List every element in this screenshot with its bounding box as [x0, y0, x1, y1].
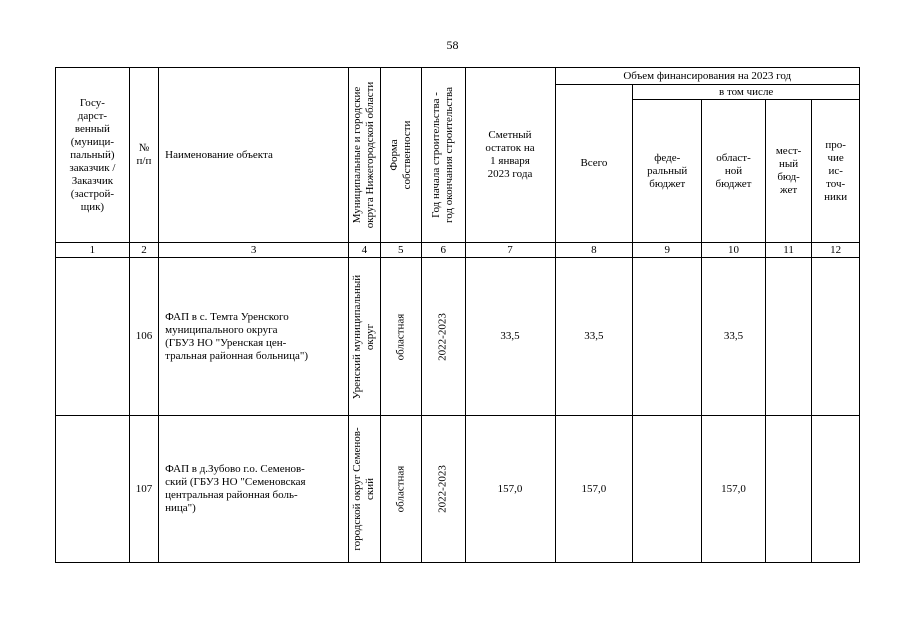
column-number: 2 [129, 243, 158, 258]
column-number: 1 [56, 243, 130, 258]
column-number: 12 [812, 243, 860, 258]
header-estimate: Сметный остаток на 1 января 2023 года [465, 68, 555, 243]
header-local: мест- ный бюд- жет [765, 100, 812, 243]
financing-table [55, 67, 860, 563]
estimate-balance: 33,5 [465, 258, 555, 416]
header-federal: феде- ральный бюджет [633, 100, 702, 243]
column-number: 6 [422, 243, 465, 258]
header-total: Всего [555, 85, 633, 243]
funding-total: 33,5 [555, 258, 633, 416]
header-municipal: Муниципальные и городские округа Нижегородской области [349, 68, 380, 243]
regional-budget: 157,0 [702, 416, 766, 563]
local-budget [765, 416, 812, 563]
table-row [56, 258, 860, 416]
funding-total: 157,0 [555, 416, 633, 563]
estimate-balance: 157,0 [465, 416, 555, 563]
federal-budget [633, 416, 702, 563]
header-years: Год начала строительства - год окончания строительства [422, 68, 465, 243]
customer-cell [56, 416, 130, 563]
ownership-form: областная [380, 258, 421, 416]
header-including: в том числе [633, 85, 860, 100]
page-number: 58 [446, 38, 459, 52]
other-sources [812, 416, 860, 563]
header-number: № п/п [129, 68, 158, 243]
column-number: 10 [702, 243, 766, 258]
object-name: ФАП в д.Зубово г.о. Семенов- ский (ГБУЗ НО "Семеновская центральная районная боль- ница") [159, 416, 349, 563]
customer-cell [56, 258, 130, 416]
table-row [56, 416, 860, 563]
column-numbers-row [56, 243, 860, 258]
header-funding-title: Объем финансирования на 2023 год [555, 68, 860, 85]
object-name: ФАП в с. Темта Уренского муниципального округа (ГБУЗ НО "Уренская цен- тральная районная больница") [159, 258, 349, 416]
municipal-district: городской округ Семенов- ский [349, 416, 380, 563]
row-number: 106 [129, 258, 158, 416]
federal-budget [633, 258, 702, 416]
ownership-form: областная [380, 416, 421, 563]
municipal-district: Уренский муниципальный округ [349, 258, 380, 416]
column-number: 7 [465, 243, 555, 258]
column-number: 3 [159, 243, 349, 258]
construction-years: 2022-2023 [422, 258, 465, 416]
header-customer: Госу- дарст- венный (муници- пальный) заказчик / Заказчик (застрой- щик) [56, 68, 130, 243]
row-number: 107 [129, 416, 158, 563]
header-object-name: Наименование объекта [159, 68, 349, 243]
header-other: про- чие ис- точ- ники [812, 100, 860, 243]
header-ownership: Форма собственности [380, 68, 421, 243]
construction-years: 2022-2023 [422, 416, 465, 563]
regional-budget: 33,5 [702, 258, 766, 416]
column-number: 5 [380, 243, 421, 258]
column-number: 8 [555, 243, 633, 258]
other-sources [812, 258, 860, 416]
local-budget [765, 258, 812, 416]
header-regional: област- ной бюджет [702, 100, 766, 243]
column-number: 4 [349, 243, 380, 258]
column-number: 9 [633, 243, 702, 258]
column-number: 11 [765, 243, 812, 258]
